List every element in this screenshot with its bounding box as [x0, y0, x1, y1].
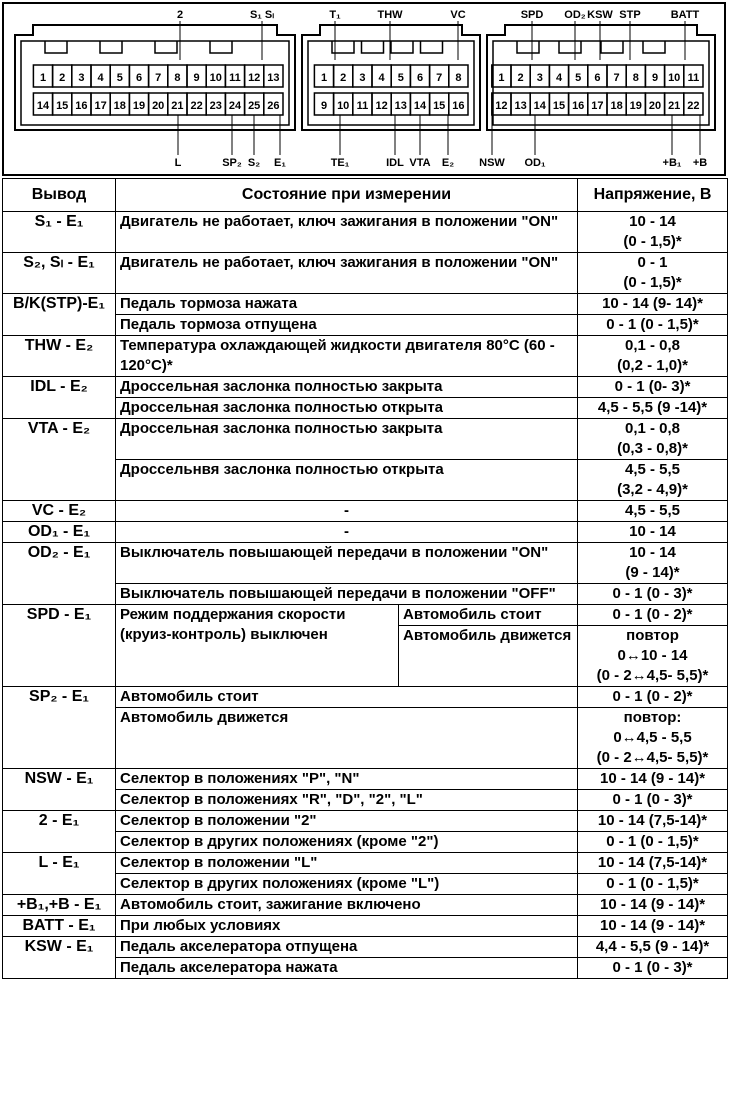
voltage-cell	[578, 315, 728, 336]
condition-cell: -	[116, 522, 578, 543]
condition-cell: Температура охлаждающей жидкости двигателя 80°C (60 - 120°C)*	[116, 336, 578, 377]
pin-number: 6	[135, 72, 143, 84]
voltage-cell	[578, 708, 728, 769]
pin-number: 13	[514, 100, 527, 112]
voltage-value: 0 - 1 (0- 3)*	[614, 378, 691, 395]
voltage-cell	[578, 253, 728, 294]
table-row	[3, 937, 728, 958]
terminal-cell: BATT - E₁	[3, 916, 116, 937]
pin-number: 12	[375, 100, 388, 112]
condition-cell: Двигатель не работает, ключ зажигания в положении "ON"	[116, 212, 578, 253]
pin-number: 5	[116, 72, 123, 84]
voltage-cell	[578, 605, 728, 626]
terminal-cell: THW - E₂	[3, 336, 116, 377]
pin-label-bottom: VTA	[409, 157, 431, 169]
pin-number: 1	[39, 72, 47, 84]
condition-cell: Выключатель повышающей передачи в положении "ON"	[116, 543, 578, 584]
pin-number: 11	[356, 100, 369, 112]
table-row	[3, 895, 728, 916]
condition-cell: Автомобиль движется	[116, 708, 578, 769]
pin-label-bottom: S₂	[247, 157, 261, 169]
pin-number: 18	[113, 100, 126, 112]
pin-number: 4	[555, 72, 563, 84]
condition-cell: Селектор в других положениях (кроме "2")	[116, 832, 578, 853]
voltage-value: (3,2 - 4,9)*	[617, 481, 688, 498]
condition-cell: Дроссельная заслонка полностью закрыта	[116, 377, 578, 398]
pin-number: 20	[648, 100, 662, 112]
voltage-value: 0 - 1 (0 - 3)*	[612, 959, 693, 976]
pin-label-top: THW	[377, 9, 403, 21]
voltage-cell	[578, 419, 728, 460]
pin-label-bottom: SP₂	[222, 157, 242, 169]
voltage-value: 0,1 - 0,8	[624, 420, 681, 437]
voltage-cell	[578, 294, 728, 315]
pin-label-bottom: +B	[692, 157, 708, 169]
connector-block1	[15, 25, 295, 130]
voltage-cell	[578, 543, 728, 584]
pin-number: 14	[413, 100, 427, 112]
pin-number: 11	[229, 72, 241, 84]
pin-number: 2	[340, 72, 347, 84]
voltage-value: (0 - 2↔4,5- 5,5)*	[596, 667, 709, 684]
pin-label-bottom: L	[174, 157, 182, 169]
pin-number: 8	[455, 72, 462, 84]
pin-label-top: S₁ Sₗ	[249, 9, 275, 21]
condition-cell: Дроссельная заслонка полностью закрыта	[116, 419, 578, 460]
table-row	[3, 522, 728, 543]
table-row	[3, 811, 728, 832]
voltage-value: 10 - 14 (9- 14)*	[602, 295, 703, 312]
table-row	[3, 336, 728, 377]
condition-cell: Педаль тормоза нажата	[116, 294, 578, 315]
header-condition: Состояние при измерении	[116, 179, 578, 212]
condition-cell: При любых условиях	[116, 916, 578, 937]
condition-cell: -	[116, 501, 578, 522]
pin-number: 5	[397, 72, 404, 84]
pin-number: 3	[536, 72, 543, 84]
pin-number: 5	[575, 72, 582, 84]
pin-number: 25	[248, 100, 261, 112]
voltage-cell	[578, 501, 728, 522]
terminal-cell: 2 - E₁	[3, 811, 116, 853]
pin-number: 7	[155, 72, 162, 84]
terminal-cell: L - E₁	[3, 853, 116, 895]
condition-cell: Педаль акселератора отпущена	[116, 937, 578, 958]
pin-number: 23	[209, 100, 222, 112]
pin-number: 12	[248, 72, 261, 84]
pin-number: 15	[433, 100, 446, 112]
pin-label-top: STP	[619, 9, 641, 21]
table-row	[3, 377, 728, 398]
voltage-cell	[578, 937, 728, 958]
pin-number: 16	[452, 100, 465, 112]
voltage-value: 0 - 1 (0 - 3)*	[612, 791, 693, 808]
pin-label-top: VC	[450, 9, 466, 21]
pin-label-bottom: OD₁	[524, 157, 546, 169]
pin-label-top: T₁	[329, 9, 341, 21]
voltage-value: 10 - 14	[629, 213, 676, 230]
voltage-cell	[578, 584, 728, 605]
pin-number: 6	[416, 72, 424, 84]
condition-cell: Двигатель не работает, ключ зажигания в положении "ON"	[116, 253, 578, 294]
voltage-cell	[578, 811, 728, 832]
table-row	[3, 501, 728, 522]
voltage-value: 4,5 - 5,5	[624, 461, 681, 478]
terminal-cell: VTA - E₂	[3, 419, 116, 501]
table-row	[3, 419, 728, 460]
voltage-cell	[578, 916, 728, 937]
voltage-value: повтор	[626, 627, 679, 644]
sub-condition-cell: Автомобиль стоит	[399, 605, 578, 626]
condition-cell: Селектор в положении "2"	[116, 811, 578, 832]
terminal-cell: +B₁,+B - E₁	[3, 895, 116, 916]
pin-label-bottom: IDL	[386, 157, 404, 169]
pin-label-bottom: NSW	[479, 157, 505, 169]
voltage-value: 10 - 14 (9 - 14)*	[599, 917, 706, 934]
pin-number: 16	[75, 100, 88, 112]
terminal-cell: KSW - E₁	[3, 937, 116, 979]
condition-cell: Педаль акселератора нажата	[116, 958, 578, 979]
condition-cell: Селектор в положении "L"	[116, 853, 578, 874]
pin-number: 15	[56, 100, 69, 112]
pin-number: 10	[337, 100, 350, 112]
terminal-cell: OD₁ - E₁	[3, 522, 116, 543]
voltage-value: 4,5 - 5,5	[624, 502, 681, 519]
header-voltage: Напряжение, В	[578, 179, 728, 212]
terminal-cell: S₁ - E₁	[3, 212, 116, 253]
table-row	[3, 212, 728, 253]
voltage-value: 0 - 1	[637, 254, 668, 271]
pin-number: 9	[320, 100, 328, 112]
voltage-value: 0 - 1 (0 - 2)*	[612, 606, 693, 623]
condition-cell: Селектор в положениях "P", "N"	[116, 769, 578, 790]
voltage-cell	[578, 895, 728, 916]
voltage-cell	[578, 874, 728, 895]
pin-label-top: BATT	[670, 9, 700, 21]
voltage-cell	[578, 212, 728, 253]
voltage-cell	[578, 687, 728, 708]
sub-condition-cell: Автомобиль движется	[399, 626, 578, 687]
voltage-value: 10 - 14 (9 - 14)*	[599, 770, 706, 787]
voltage-value: повтор:	[623, 709, 682, 726]
pin-number: 13	[267, 72, 280, 84]
pin-label-top: SPD	[520, 9, 544, 21]
voltage-cell	[578, 626, 728, 687]
voltage-value: 4,4 - 5,5 (9 - 14)*	[595, 938, 710, 955]
condition-cell: Автомобиль стоит, зажигание включено	[116, 895, 578, 916]
pin-number: 21	[668, 100, 681, 112]
terminal-cell: VC - E₂	[3, 501, 116, 522]
ecu-connector-diagram	[0, 0, 730, 178]
pin-number: 21	[171, 100, 184, 112]
pin-number: 17	[591, 100, 604, 112]
voltage-cell	[578, 377, 728, 398]
pin-number: 2	[59, 72, 66, 84]
pin-number: 3	[78, 72, 85, 84]
table-row	[3, 769, 728, 790]
voltage-value: (0,2 - 1,0)*	[617, 357, 688, 374]
pin-number: 22	[190, 100, 203, 112]
condition-cell: Выключатель повышающей передачи в положении "OFF"	[116, 584, 578, 605]
terminal-cell: NSW - E₁	[3, 769, 116, 811]
voltage-cell	[578, 522, 728, 543]
voltage-value: 0 - 1 (0 - 2)*	[612, 688, 693, 705]
voltage-value: 10 - 14 (7,5-14)*	[597, 854, 708, 871]
condition-cell: Дроссельная заслонка полностью открыта	[116, 398, 578, 419]
pin-label-top: 2	[176, 9, 184, 21]
condition-cell: Селектор в других положениях (кроме "L")	[116, 874, 578, 895]
pin-number: 1	[320, 72, 328, 84]
voltage-value: 0↔10 - 14	[617, 647, 688, 664]
pin-number: 14	[533, 100, 546, 112]
pin-number: 13	[394, 100, 407, 112]
table-row	[3, 687, 728, 708]
pin-number: 16	[572, 100, 585, 112]
voltage-value: 4,5 - 5,5 (9 -14)*	[597, 399, 708, 416]
table-row	[3, 853, 728, 874]
pin-number: 8	[174, 72, 181, 84]
pin-label-bottom: E₁	[274, 157, 286, 169]
voltage-cell	[578, 853, 728, 874]
voltage-cell	[578, 460, 728, 501]
pin-number: 22	[687, 100, 700, 112]
table-row	[3, 253, 728, 294]
terminal-cell: SPD - E₁	[3, 605, 116, 687]
pin-number: 7	[436, 72, 443, 84]
voltage-value: 10 - 14 (7,5-14)*	[597, 812, 708, 829]
pin-label-bottom: E₂	[441, 157, 455, 169]
voltage-cell	[578, 398, 728, 419]
header-terminal: Вывод	[3, 179, 116, 212]
voltage-value: 10 - 14	[629, 544, 676, 561]
terminal-cell: OD₂ - E₁	[3, 543, 116, 605]
terminal-cell: S₂, Sₗ - E₁	[3, 253, 116, 294]
table-row	[3, 916, 728, 937]
voltage-value: 0 - 1 (0 - 3)*	[612, 585, 693, 602]
voltage-value: (0 - 2↔4,5- 5,5)*	[596, 749, 709, 766]
pin-number: 19	[132, 100, 146, 112]
terminal-cell: IDL - E₂	[3, 377, 116, 419]
table-header-row	[3, 179, 728, 212]
voltage-cell	[578, 790, 728, 811]
voltage-cell	[578, 769, 728, 790]
pin-number: 1	[498, 72, 505, 84]
voltage-value: (9 - 14)*	[625, 564, 680, 581]
pin-number: 19	[629, 100, 642, 112]
voltage-value: 0↔4,5 - 5,5	[613, 729, 692, 746]
pin-number: 2	[517, 72, 524, 84]
voltage-value: 0,1 - 0,8	[624, 337, 681, 354]
voltage-value: 10 - 14	[629, 523, 676, 540]
pin-number: 9	[193, 72, 200, 84]
pin-number: 17	[94, 100, 107, 112]
table-row	[3, 605, 728, 626]
voltage-cell	[578, 832, 728, 853]
pin-number: 7	[613, 72, 620, 84]
condition-cell: Селектор в положениях "R", "D", "2", "L"	[116, 790, 578, 811]
pin-label-bottom: +B₁	[662, 157, 682, 169]
voltage-value: (0 - 1,5)*	[623, 274, 682, 291]
pin-label-bottom: TE₁	[330, 157, 350, 169]
pin-number: 18	[610, 100, 623, 112]
pin-number: 24	[228, 100, 242, 112]
table-row	[3, 294, 728, 315]
pin-number: 4	[378, 72, 385, 84]
pin-number: 10	[668, 72, 681, 84]
voltage-value: 0 - 1 (0 - 1,5)*	[606, 833, 699, 850]
pin-number: 3	[359, 72, 366, 84]
voltage-cell	[578, 336, 728, 377]
condition-cell: Дроссельнвя заслонка полностью открыта	[116, 460, 578, 501]
pin-label-top: KSW	[587, 9, 613, 21]
pin-number: 10	[209, 72, 222, 84]
voltage-cell	[578, 958, 728, 979]
condition-cell: Педаль тормоза отпущена	[116, 315, 578, 336]
pin-number: 15	[552, 100, 566, 112]
pin-number: 26	[267, 100, 280, 112]
pin-number: 6	[594, 72, 601, 84]
pin-voltage-table	[2, 178, 728, 979]
voltage-value: (0 - 1,5)*	[623, 233, 682, 250]
terminal-cell: B/K(STP)-E₁	[3, 294, 116, 336]
voltage-value: 10 - 14 (9 - 14)*	[599, 896, 706, 913]
pin-number: 14	[36, 100, 50, 112]
connector-block2	[302, 25, 480, 130]
voltage-value: 0 - 1 (0 - 1,5)*	[606, 316, 699, 333]
condition-cell: Автомобиль стоит	[116, 687, 578, 708]
condition-cell: Режим поддержания скорости (круиз-контроль) выключен	[116, 605, 399, 687]
voltage-value: 0 - 1 (0 - 1,5)*	[606, 875, 699, 892]
voltage-value: (0,3 - 0,8)*	[617, 440, 688, 457]
table-row	[3, 543, 728, 584]
connector-block3	[487, 25, 715, 130]
pin-number: 4	[97, 72, 104, 84]
terminal-cell: SP₂ - E₁	[3, 687, 116, 769]
pin-number: 12	[495, 100, 508, 112]
pin-label-top: OD₂	[564, 9, 586, 21]
pin-number: 20	[152, 100, 165, 112]
pin-number: 8	[632, 72, 639, 84]
pin-number: 11	[687, 72, 700, 84]
pin-number: 9	[651, 72, 659, 84]
